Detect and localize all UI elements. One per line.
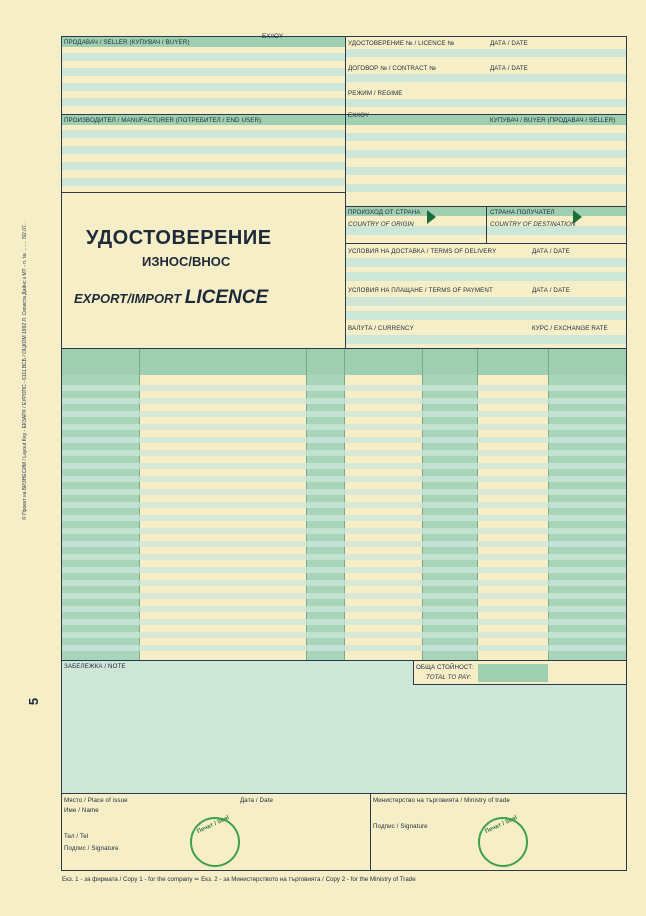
issuer-signature-label: Подпис / Signature [64,845,119,852]
seller-label: ПРОДАВАЧ / SELLER (КУПУВАЧ / BUYER) [64,39,190,46]
name-label: Име / Name [64,807,99,814]
note-label: ЗАБЕЛЕЖКА / NOTE [64,663,126,670]
licence-date-label: ДАТА / DATE [490,40,528,47]
origin-arrow-icon [427,210,436,224]
seller-exp-label: EX/IOY [262,33,284,40]
destination-bg-label: СТРАНА ПОЛУЧАТЕЛ [490,209,555,216]
form-number: 5 [26,697,42,706]
title-licence-bg: УДОСТОВЕРЕНИЕ [86,227,272,249]
title-export-import-bg: ИЗНОС/ВНОС [142,254,231,269]
title-box [61,192,346,349]
origin-en-label: COUNTRY OF ORIGIN [348,221,414,228]
place-of-issue-label: Място / Place of issue [64,797,128,804]
delivery-label: УСЛОВИЯ НА ДОСТАВКА / TERMS OF DELIVERY [348,248,497,255]
delivery-date-label: ДАТА / DATE [532,248,570,255]
currency-label: ВАЛУТА / CURRENCY [348,325,414,332]
payment-date-label: ДАТА / DATE [532,287,570,294]
contract-date-label: ДАТА / DATE [490,65,528,72]
title-export-import-en: EXPORT/IMPORT LICENCE [74,287,269,308]
contract-no-label: ДОГОВОР № / CONTRACT № [348,65,437,72]
buyer-box[interactable] [345,114,627,207]
buyer-label: КУПУВАЧ / BUYER (ПРОДАВАЧ / SELLER) [490,117,616,124]
licence-no-label: УДОСТОВЕРЕНИЕ № / LICENCE № [348,40,455,47]
manufacturer-label: ПРОИЗВОДИТЕЛ / MANUFACTURER (ПОТРЕБИТЕЛ / END USER) [64,117,262,124]
total-bg-label: ОБЩА СТОЙНОСТ: [416,664,474,671]
tel-label: Тел / Tel [64,833,89,840]
ministry-signature-label: Подпис / Signature [373,823,428,830]
exchange-rate-label: КУРС / EXCHANGE RATE [532,325,608,332]
ministry-seal-label: Печат / Seal [484,814,519,836]
side-imprint-text: © Проект на БИЗНЕСИМ / Layout Key - ЕКЗАРХ / ЕУРОПС - 6111 ВСБ / ОЦКОМ 1992 Л. Своиста Дайнс к МТ - п. № ........ /92.07... [22,221,28,520]
payment-label: УСЛОВИЯ НА ПЛАЩАНЕ / TERMS OF PAYMENT [348,287,493,294]
ministry-label: Министерство на търговията / Ministry of trade [373,797,510,804]
footer-copy-note: Екз. 1 - за фирмата / Copy 1 - for the company ✏ Екз. 2 - за Министерството на търговията / Copy 2 - for the Ministry of Trade [62,876,416,883]
issuer-seal-label: Печат / Seal [196,814,231,836]
destination-en-label: COUNTRY OF DESTINATION [490,221,576,228]
buyer-exp-label: EX/IOY [348,112,370,119]
regime-label: РЕЖИМ / REGIME [348,90,403,97]
issue-date-label: Дата / Date [240,797,274,804]
total-en-label: TOTAL TO PAY: [426,674,472,681]
origin-bg-label: ПРОИЗХОД ОТ СТРАНА [348,209,421,216]
destination-arrow-icon [573,210,582,224]
